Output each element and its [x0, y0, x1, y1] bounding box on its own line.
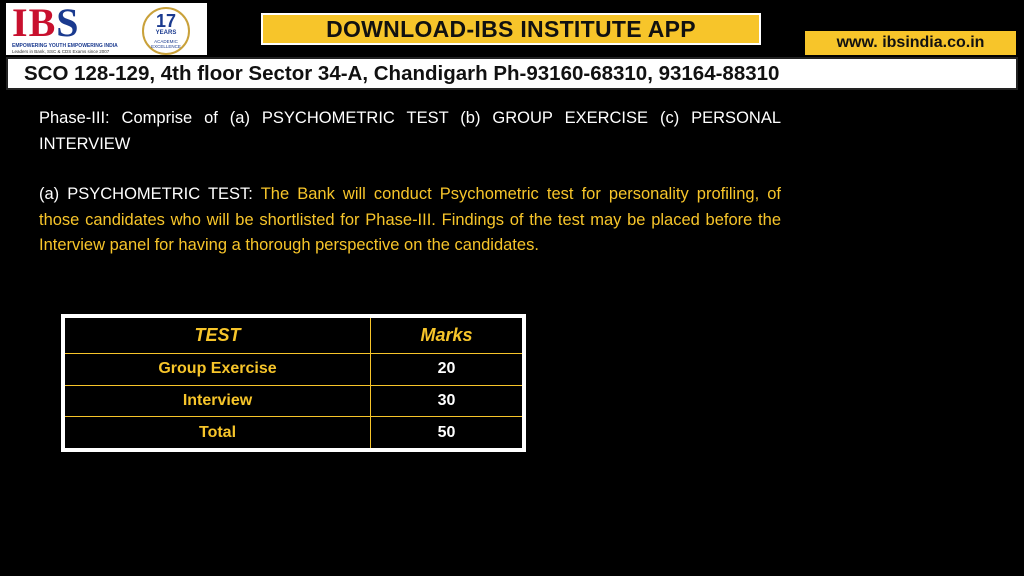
logo-tagline: EMPOWERING YOUTH EMPOWERING INDIA [12, 43, 118, 49]
psychometric-description: The Bank will conduct Psychometric test for personality profiling, of those candidates who will be shortlisted for Phase-III. Findings of the test may be placed before the Interview panel for having a thorough perspective on the candidates. [39, 185, 781, 254]
cell-test: Group Exercise [65, 353, 371, 385]
ibs-logo [6, 0, 207, 55]
address-bar [6, 57, 1018, 90]
psychometric-label: (a) PSYCHOMETRIC TEST: [39, 185, 253, 203]
table-header-row [65, 318, 522, 353]
address-text: SCO 128-129, 4th floor Sector 34-A, Chandigarh Ph-93160-68310, 93164-88310 [24, 61, 780, 85]
phase-three-intro: Phase-III: Comprise of (a) PSYCHOMETRIC TEST (b) GROUP EXERCISE (c) PERSONAL INTERVIEW [39, 109, 781, 153]
cell-marks: 50 [371, 417, 523, 448]
badge-arc-text: ACADEMIC EXCELLENCE [151, 39, 181, 49]
table-row [65, 353, 522, 385]
logo-subtagline: Leaders in Bank, SSC & CDS Exams since 2007 [12, 49, 110, 54]
cell-test: Interview [65, 385, 371, 417]
website-banner[interactable] [805, 31, 1016, 55]
table-row [65, 417, 522, 448]
website-label: www. ibsindia.co.in [836, 34, 985, 51]
header-test: TEST [65, 318, 371, 353]
download-app-banner[interactable] [261, 13, 761, 45]
badge-years: YEARS [155, 30, 177, 36]
badge-number: 17 [155, 11, 177, 31]
logo-letters: IBS [12, 0, 80, 45]
table-row [65, 385, 522, 417]
marks-table [65, 318, 522, 448]
cell-marks: 20 [371, 353, 523, 385]
psychometric-paragraph [39, 182, 781, 259]
header-marks: Marks [371, 318, 523, 353]
download-app-label: DOWNLOAD-IBS INSTITUTE APP [326, 15, 696, 42]
cell-marks: 30 [371, 385, 523, 417]
anniversary-badge [142, 7, 190, 55]
marks-table-frame [61, 314, 526, 452]
cell-test: Total [65, 417, 371, 448]
